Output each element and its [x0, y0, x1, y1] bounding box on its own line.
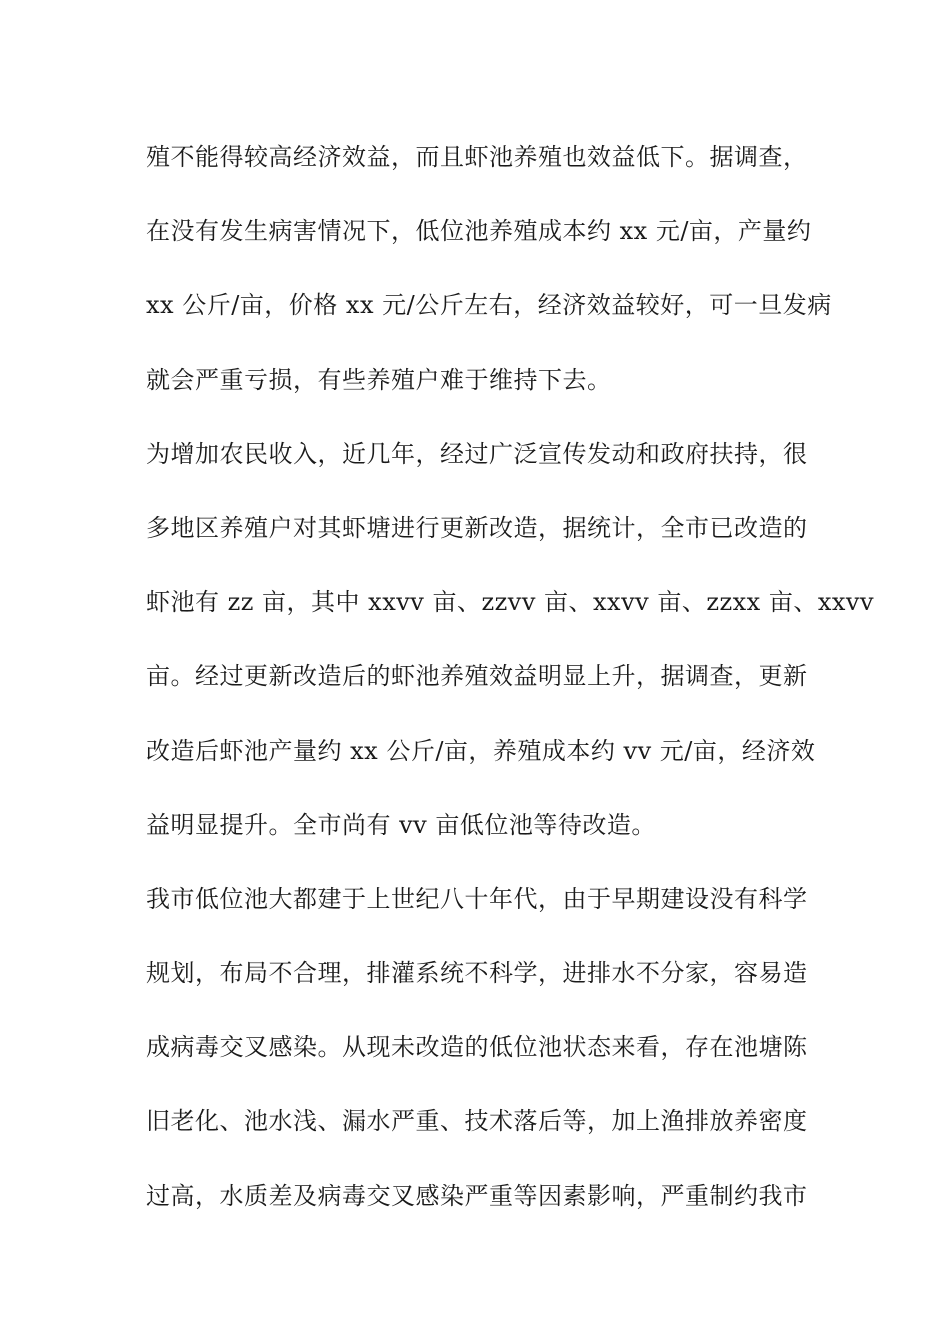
- text-line: 旧老化、池水浅、漏水严重、技术落后等，加上渔排放养密度: [146, 1107, 808, 1136]
- text-line: 为增加农民收入，近几年，经过广泛宣传发动和政府扶持，很: [146, 439, 808, 468]
- text-line: 多地区养殖户对其虾塘进行更新改造，据统计，全市已改造的: [146, 513, 808, 542]
- text-line: 在没有发生病害情况下，低位池养殖成本约 xx 元/亩，产量约: [146, 217, 812, 246]
- text-line: 殖不能得较高经济效益，而且虾池养殖也效益低下。据调查，: [146, 143, 808, 171]
- text-line: 我市低位池大都建于上世纪八十年代，由于早期建设没有科学: [146, 884, 808, 913]
- text-line: xx 公斤/亩，价格 xx 元/公斤左右，经济效益较好，可一旦发病: [146, 291, 832, 320]
- text-line: 就会严重亏损，有些养殖户难于维持下去。: [146, 365, 612, 394]
- text-line: 成病毒交叉感染。从现未改造的低位池状态来看，存在池塘陈: [146, 1033, 808, 1062]
- document-body: [146, 132, 875, 1245]
- text-line: 改造后虾池产量约 xx 公斤/亩，养殖成本约 vv 元/亩，经济效: [146, 736, 816, 765]
- text-line: 亩。经过更新改造后的虾池养殖效益明显上升，据调查，更新: [146, 662, 808, 691]
- text-line: 过高，水质差及病毒交叉感染严重等因素影响，严重制约我市: [146, 1181, 808, 1210]
- text-line: 益明显提升。全市尚有 vv 亩低位池等待改造。: [146, 810, 656, 839]
- text-line: 虾池有 zz 亩，其中 xxvv 亩、zzvv 亩、xxvv 亩、zzxx 亩、xxvv: [146, 588, 875, 617]
- text-line: 规划，布局不合理，排灌系统不科学，进排水不分家，容易造: [146, 959, 808, 988]
